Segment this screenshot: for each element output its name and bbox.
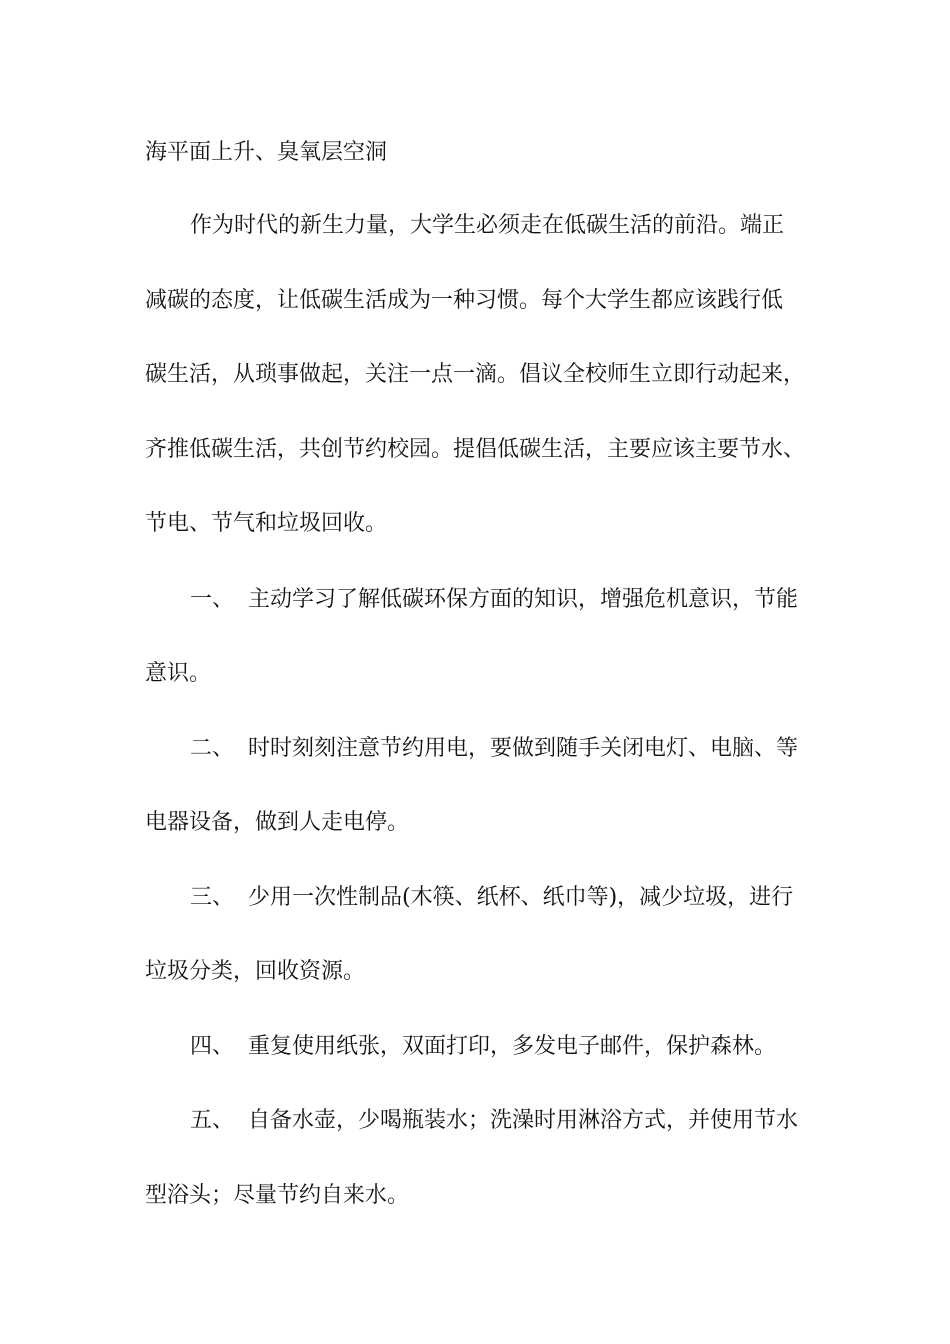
text-line: 齐推低碳生活，共创节约校园。提倡低碳生活，主要应该主要节水、	[145, 437, 806, 462]
list-item-text: 自备水壶，少喝瓶装水；洗澡时用淋浴方式，并使用节水	[248, 1108, 799, 1133]
list-item-number: 二、	[190, 736, 235, 761]
list-item-number: 一、	[190, 587, 235, 612]
text-line: 电器设备，做到人走电停。	[145, 810, 410, 835]
text-line: 海平面上升、臭氧层空洞	[145, 140, 388, 165]
list-item	[190, 1106, 798, 1136]
list-item-text: 重复使用纸张，双面打印，多发电子邮件，保护森林。	[248, 1034, 777, 1059]
text-line: 减碳的态度，让低碳生活成为一种习惯。每个大学生都应该践行低	[145, 288, 784, 313]
text-line: 碳生活，从琐事做起，关注一点一滴。倡议全校师生立即行动起来，	[145, 362, 806, 387]
list-item	[190, 585, 798, 615]
list-item-number: 四、	[190, 1034, 235, 1059]
text-line: 节电、节气和垃圾回收。	[145, 511, 388, 536]
paragraph-first-line: 作为时代的新生力量，大学生必须走在低碳生活的前沿。端正	[190, 213, 785, 238]
list-item-number: 三、	[190, 885, 235, 910]
list-item-text: 少用一次性制品(木筷、纸杯、纸巾等)，减少垃圾，进行	[248, 885, 794, 910]
text-line: 意识。	[145, 661, 212, 686]
list-item-text: 主动学习了解低碳环保方面的知识，增强危机意识，节能	[248, 587, 799, 612]
text-line: 型浴头；尽量节约自来水。	[145, 1183, 410, 1208]
list-item	[190, 734, 798, 764]
text-line: 垃圾分类，回收资源。	[145, 959, 366, 984]
list-item	[190, 883, 793, 913]
list-item-text: 时时刻刻注意节约用电，要做到随手关闭电灯、电脑、等	[248, 736, 799, 761]
list-item-number: 五、	[190, 1108, 235, 1133]
list-item	[190, 1032, 776, 1062]
